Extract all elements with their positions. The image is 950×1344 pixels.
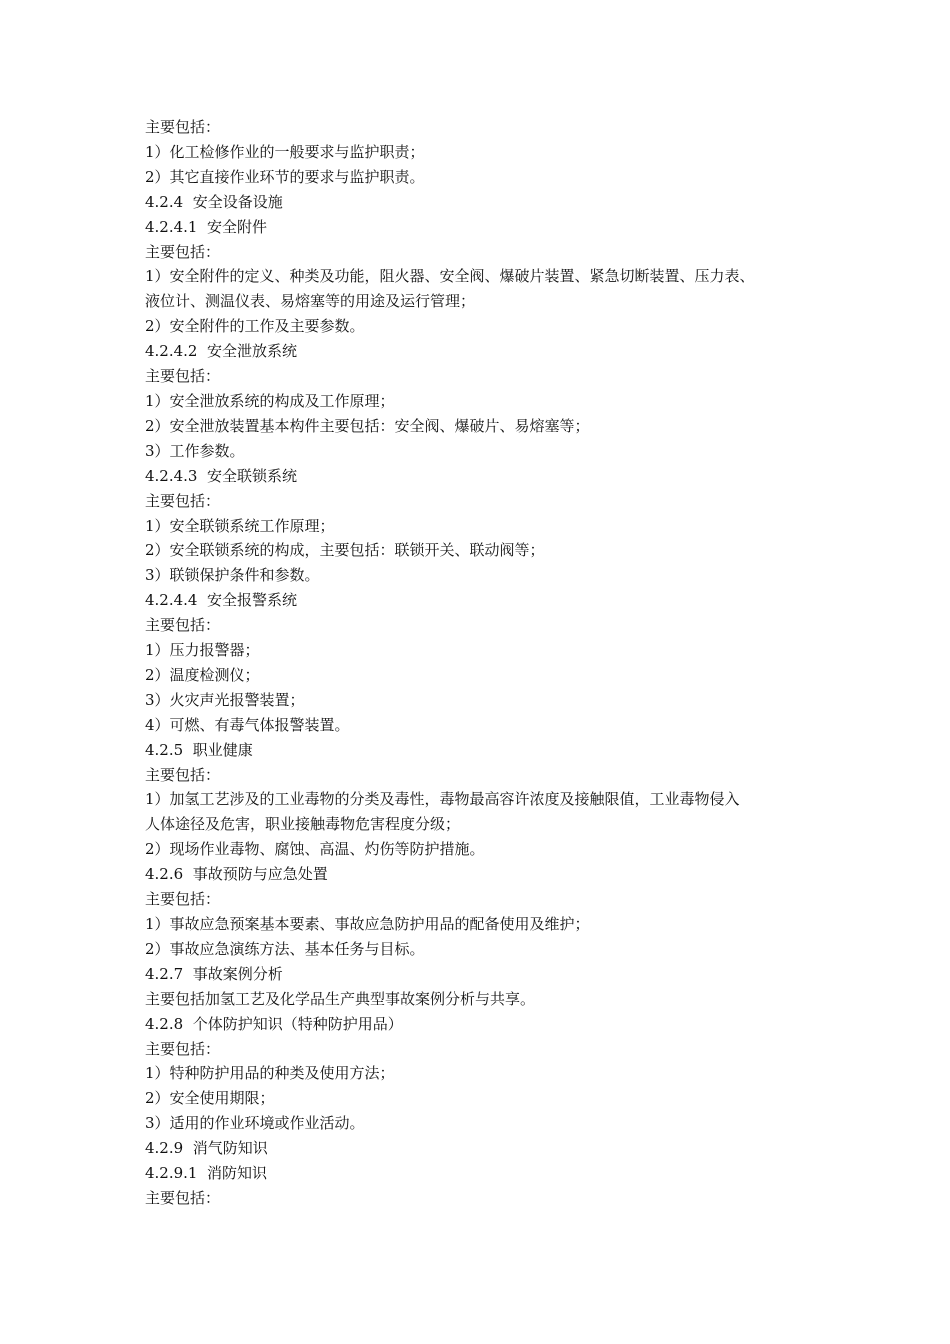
list-item-line: 1）压力报警器；	[145, 641, 260, 660]
list-item-line: 3）工作参数。	[145, 441, 245, 460]
body-text-line: 主要包括：	[145, 118, 221, 136]
body-text-line: 主要包括加氢工艺及化学品生产典型事故案例分析与共享。	[145, 989, 536, 1008]
list-item-line: 4）可燃、有毒气体报警装置。	[145, 715, 350, 734]
list-item-line: 2）事故应急演练方法、基本任务与目标。	[145, 939, 425, 958]
subsection-heading: 4.2.9.1 消防知识	[145, 1164, 268, 1183]
body-text-line: 主要包括：	[145, 616, 221, 635]
subsection-heading: 4.2.4.4 安全报警系统	[145, 591, 298, 610]
list-item-line: 1）安全附件的定义、种类及功能，阻火器、安全阀、爆破片装置、紧急切断装置、压力表、	[145, 267, 755, 286]
body-text-line: 主要包括：	[145, 765, 221, 784]
list-item-line: 2）安全联锁系统的构成，主要包括：联锁开关、联动阀等；	[145, 541, 545, 560]
list-item-line: 1）安全泄放系统的构成及工作原理；	[145, 391, 395, 410]
section-heading: 4.2.4 安全设备设施	[145, 192, 283, 211]
list-item-line: 3）火灾声光报警装置；	[145, 690, 305, 709]
subsection-heading: 4.2.4.2 安全泄放系统	[145, 342, 298, 361]
section-heading: 4.2.8 个体防护知识（特种防护用品）	[145, 1014, 403, 1033]
section-heading: 4.2.9 消气防知识	[145, 1139, 268, 1158]
list-item-line: 2）安全使用期限；	[145, 1089, 275, 1108]
list-item-line: 3）适用的作业环境或作业活动。	[145, 1114, 365, 1133]
list-item-line: 2）温度检测仪；	[145, 665, 260, 684]
body-text-line: 主要包括：	[145, 367, 221, 386]
list-item-continuation: 人体途径及危害，职业接触毒物危害程度分级；	[145, 815, 461, 834]
body-text-line: 主要包括：	[145, 242, 221, 261]
list-item-line: 1）化工检修作业的一般要求与监护职责；	[145, 142, 425, 161]
body-text-line: 主要包括：	[145, 1188, 221, 1207]
list-item-line: 3）联锁保护条件和参数。	[145, 566, 320, 585]
subsection-heading: 4.2.4.1 安全附件	[145, 217, 268, 236]
section-heading: 4.2.6 事故预防与应急处置	[145, 865, 328, 884]
body-text-line: 主要包括：	[145, 491, 221, 510]
subsection-heading: 4.2.4.3 安全联锁系统	[145, 466, 298, 485]
list-item-line: 2）安全泄放装置基本构件主要包括：安全阀、爆破片、易熔塞等；	[145, 416, 590, 435]
section-heading: 4.2.7 事故案例分析	[145, 964, 283, 983]
body-text-line: 主要包括：	[145, 890, 221, 909]
list-item-line: 2）现场作业毒物、腐蚀、高温、灼伤等防护措施。	[145, 840, 485, 859]
body-text-line: 主要包括：	[145, 1039, 221, 1058]
list-item-line: 1）加氢工艺涉及的工业毒物的分类及毒性，毒物最高容许浓度及接触限值，工业毒物侵入	[145, 790, 740, 809]
list-item-line: 1）特种防护用品的种类及使用方法；	[145, 1064, 395, 1083]
list-item-line: 1）事故应急预案基本要素、事故应急防护用品的配备使用及维护；	[145, 915, 590, 933]
list-item-line: 1）安全联锁系统工作原理；	[145, 516, 335, 535]
section-heading: 4.2.5 职业健康	[145, 740, 253, 759]
list-item-line: 2）其它直接作业环节的要求与监护职责。	[145, 167, 425, 186]
list-item-continuation: 液位计、测温仪表、易熔塞等的用途及运行管理；	[145, 292, 476, 311]
list-item-line: 2）安全附件的工作及主要参数。	[145, 317, 365, 336]
document-body	[145, 115, 825, 1211]
